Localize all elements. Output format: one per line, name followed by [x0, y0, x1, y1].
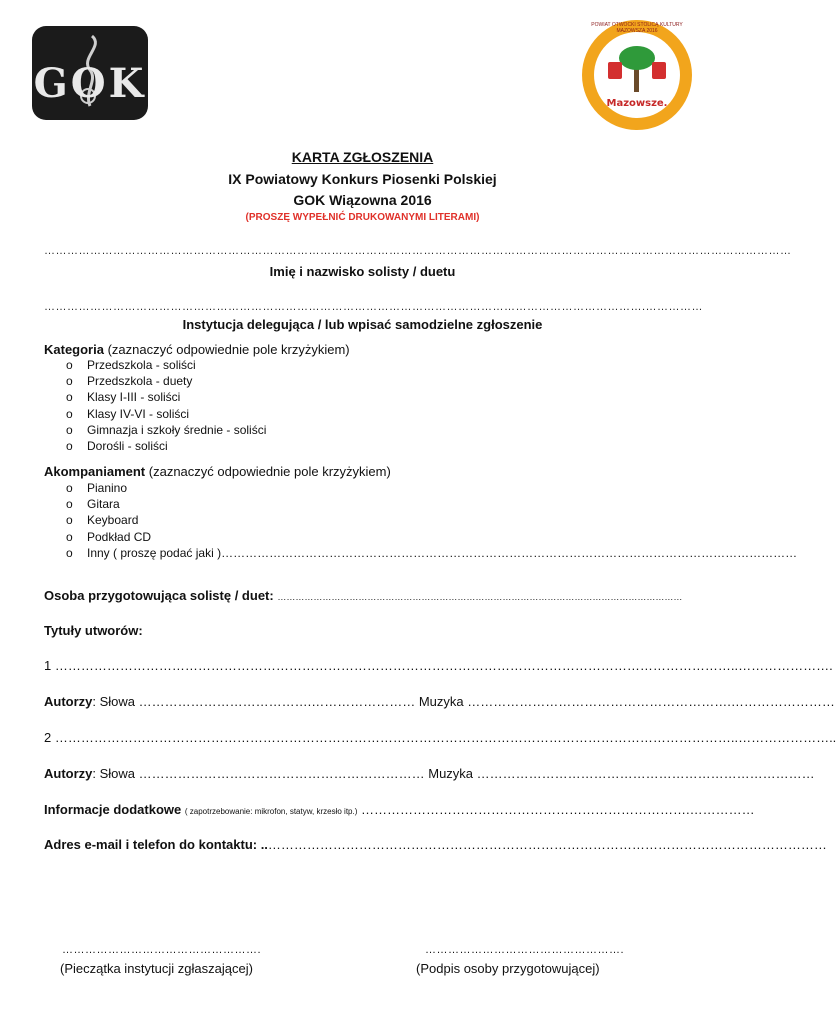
- additional-label: Informacje dodatkowe: [44, 802, 182, 817]
- category-option[interactable]: [66, 406, 266, 422]
- accompaniment-options: [66, 480, 798, 561]
- teacher-row: [44, 588, 683, 603]
- category-options: [66, 357, 266, 454]
- contact-row: [44, 837, 827, 852]
- stamp-caption: (Pieczątka instytucji zgłaszającej): [60, 961, 253, 976]
- fill-instruction: (PROSZĘ WYPEŁNIĆ DRUKOWANYMI LITERAMI): [245, 212, 480, 223]
- checkbox-icon[interactable]: o: [66, 545, 73, 560]
- category-hint: (zaznaczyć odpowiednie pole krzyżykiem): [107, 342, 350, 357]
- accompaniment-option[interactable]: [66, 496, 648, 512]
- checkbox-icon[interactable]: o: [66, 358, 73, 372]
- authors-row-1: [44, 694, 835, 709]
- option-label: Przedszkola - duety: [87, 374, 193, 389]
- option-label: Pianino: [87, 481, 128, 495]
- category-option[interactable]: [66, 438, 266, 454]
- category-option[interactable]: [66, 373, 266, 389]
- contact-label: Adres e-mail i telefon do kontaktu: ..: [44, 837, 268, 852]
- badge-emblem: [594, 32, 680, 118]
- category-option[interactable]: [66, 357, 266, 373]
- teacher-field[interactable]: ………………………………………………………………………………………………………………………: [277, 592, 683, 602]
- titles-label: Tytuły utworów:: [44, 623, 143, 638]
- powiat-badge: [582, 20, 692, 130]
- title-2-field[interactable]: 2 …………………………………………………………………………………………………………………………………………..…………………..: [44, 730, 836, 745]
- mazowsze-brand: Mazowsze.: [606, 98, 668, 109]
- accompaniment-hint: (zaznaczyć odpowiednie pole krzyżykiem): [148, 464, 391, 479]
- signature-caption: (Podpis osoby przygotowującej): [416, 961, 600, 976]
- accompaniment-option-other[interactable]: [66, 545, 798, 561]
- additional-field[interactable]: ………………………………………………………………….……………: [357, 802, 755, 817]
- category-heading: [44, 342, 350, 357]
- contest-name: IX Powiatowy Konkurs Piosenki Polskiej: [228, 171, 497, 187]
- authors-field[interactable]: : Słowa ………………………………………………………… Muzyka ……………………………………………………………………: [92, 766, 815, 781]
- accompaniment-heading: [44, 464, 391, 479]
- checkbox-icon[interactable]: o: [66, 529, 73, 544]
- checkbox-icon[interactable]: o: [66, 513, 73, 528]
- additional-row: [44, 802, 755, 817]
- category-label: Kategoria: [44, 342, 104, 357]
- option-label: Gimnazja i szkoły średnie - soliści: [87, 422, 267, 437]
- institution-label: Instytucja delegująca / lub wpisać samodzielne zgłoszenie: [182, 317, 543, 332]
- name-label: Imię i nazwisko solisty / duetu: [269, 264, 456, 279]
- checkbox-icon[interactable]: o: [66, 422, 73, 437]
- checkbox-icon[interactable]: o: [66, 374, 73, 389]
- name-field[interactable]: ……………………………………………………………………………………………………………………………………………………………………………: [44, 245, 792, 257]
- gok-logo: [32, 26, 148, 120]
- accompaniment-option[interactable]: [66, 512, 648, 528]
- additional-hint: ( zapotrzebowanie: mikrofon, statyw, krzesło itp.): [184, 807, 358, 816]
- titles-heading: [44, 623, 656, 638]
- option-label: Gitara: [87, 497, 120, 512]
- checkbox-icon[interactable]: o: [66, 481, 73, 495]
- authors-field[interactable]: : Słowa ………………………………….…………………… Muzyka …………………………………………………….……………………: [92, 694, 835, 709]
- contest-venue: GOK Wiązowna 2016: [293, 192, 432, 208]
- option-label: Klasy IV-VI - soliści: [87, 406, 190, 421]
- accompaniment-option[interactable]: [66, 480, 648, 496]
- checkbox-icon[interactable]: o: [66, 390, 73, 405]
- accompaniment-label: Akompaniament: [44, 464, 146, 479]
- title-1-field[interactable]: 1 …………………………………………………………………………………………………………………………………………..………………….: [44, 658, 833, 673]
- option-label: Przedszkola - soliści: [87, 358, 196, 372]
- form-title: KARTA ZGŁOSZENIA: [291, 149, 434, 165]
- other-field[interactable]: Inny ( proszę podać jaki )………………………………………………………………………………………………………………………………: [87, 545, 798, 560]
- signature-field[interactable]: …………………………………………….: [425, 944, 625, 956]
- category-option[interactable]: [66, 422, 266, 438]
- teacher-label: Osoba przygotowująca solistę / duet:: [44, 588, 274, 603]
- option-label: Dorośli - soliści: [87, 438, 168, 453]
- checkbox-icon[interactable]: o: [66, 406, 73, 421]
- logo-text: GOK: [33, 60, 147, 107]
- accompaniment-option[interactable]: [66, 529, 648, 545]
- checkbox-icon[interactable]: o: [66, 497, 73, 512]
- contact-field[interactable]: …………………………………………………………………………………………………………………: [267, 837, 827, 852]
- tree-icon: [594, 32, 680, 118]
- authors-label: Autorzy: [44, 694, 93, 709]
- checkbox-icon[interactable]: o: [66, 438, 73, 453]
- authors-label: Autorzy: [44, 766, 93, 781]
- institution-field[interactable]: ………………………………………………………………………………………………………………………………………….……………: [44, 301, 704, 313]
- option-label: Podkład CD: [87, 529, 152, 544]
- option-label: Klasy I-III - soliści: [87, 390, 181, 405]
- stamp-field[interactable]: …………………………………………….: [62, 944, 262, 956]
- option-label: Keyboard: [87, 513, 139, 528]
- authors-row-2: [44, 766, 815, 781]
- badge-ring-text: POWIAT OTWOCKI STOLICĄ KULTURY MAZOWSZA 2016: [591, 22, 683, 34]
- category-option[interactable]: [66, 389, 266, 405]
